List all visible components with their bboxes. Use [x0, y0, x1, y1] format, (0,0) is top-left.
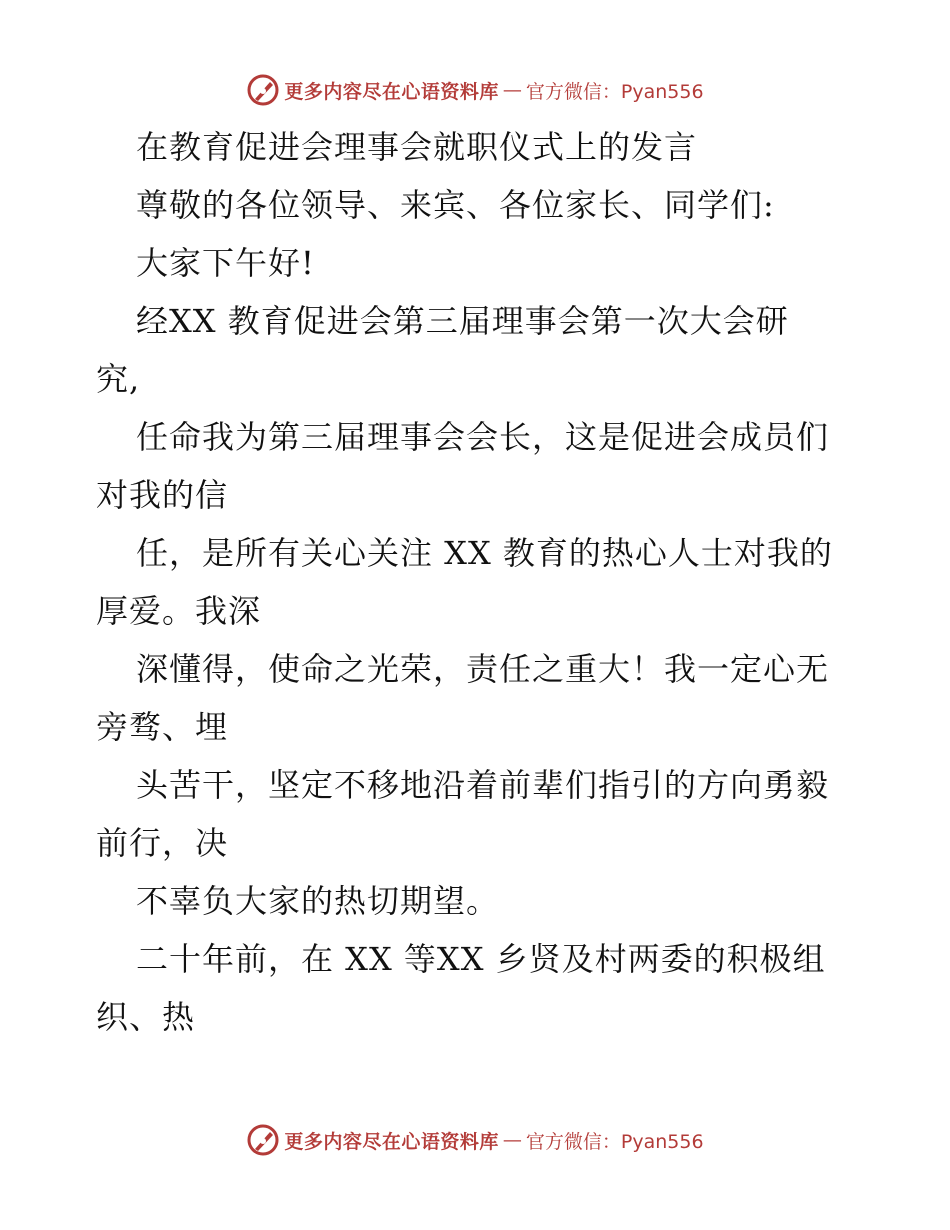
pen-circle-icon [246, 1123, 280, 1157]
banner-brand-text: 更多内容尽在心语资料库 [284, 1130, 499, 1153]
greeting: 大家下午好! [136, 244, 315, 282]
text-line: 二十年前，在 XX 等XX 乡贤及村两委的积极组 [136, 940, 826, 978]
document-title: 在教育促进会理事会就职仪式上的发言 [136, 128, 698, 166]
text-line: 前行，决 [96, 824, 229, 862]
text-line: 经XX 教育促进会第三届理事会第一次大会研 [136, 302, 789, 340]
text-line: 厚爱。我深 [96, 592, 262, 630]
text-line: 头苦干，坚定不移地沿着前辈们指引的方向勇毅 [136, 766, 830, 804]
footer-banner [0, 1120, 950, 1160]
header-banner [0, 70, 950, 110]
banner-wechat-text: 官方微信：Pyan556 [525, 80, 704, 103]
salutation: 尊敬的各位领导、来宾、各位家长、同学们: [136, 186, 775, 224]
text-line: 深懂得，使命之光荣，责任之重大！我一定心无 [136, 650, 830, 688]
text-line: 旁骛、埋 [96, 708, 229, 746]
document-body [96, 118, 866, 1046]
pen-circle-icon [246, 73, 280, 107]
text-line: 不辜负大家的热切期望。 [136, 882, 500, 920]
banner-separator: — [502, 79, 522, 101]
banner-brand-text: 更多内容尽在心语资料库 [284, 80, 499, 103]
text-line: 织、热 [96, 998, 196, 1036]
text-line: 任命我为第三届理事会会长，这是促进会成员们 [136, 418, 830, 456]
text-line: 究, [96, 360, 141, 398]
banner-wechat-text: 官方微信：Pyan556 [525, 1130, 704, 1153]
banner-separator: — [502, 1129, 522, 1151]
text-line: 任，是所有关心关注 XX 教育的热心人士对我的 [136, 534, 833, 572]
text-line: 对我的信 [96, 476, 229, 514]
